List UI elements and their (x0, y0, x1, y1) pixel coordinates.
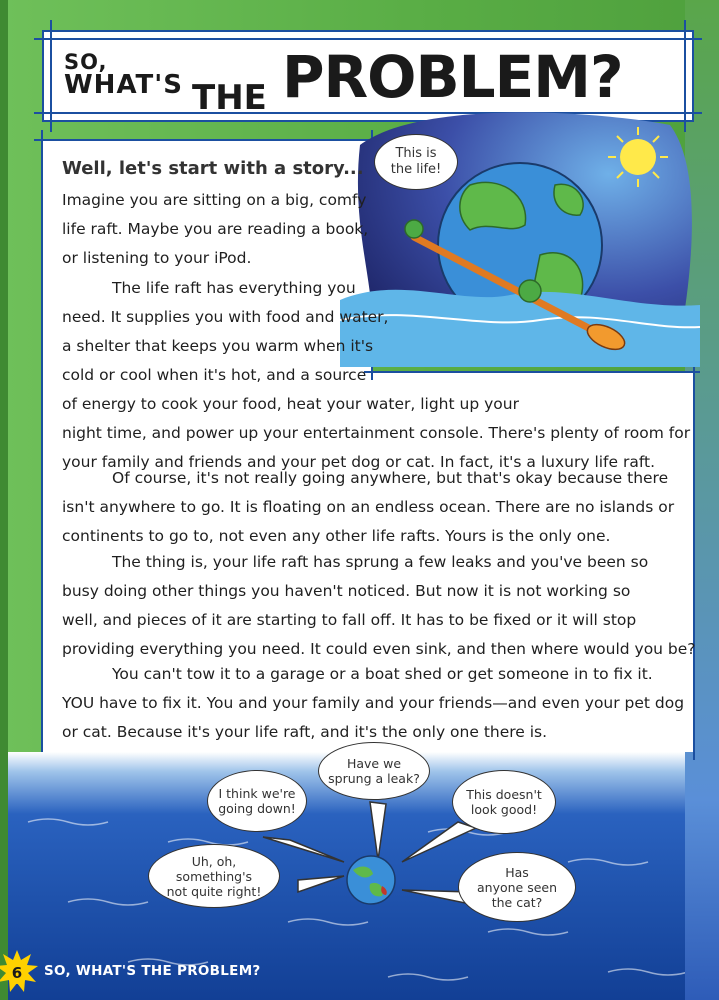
title-prefix-line1: SO, (64, 50, 108, 74)
speech-line: look good! (470, 802, 538, 817)
text-line: of energy to cook your food, heat your water, light up your (62, 395, 519, 413)
text-line: isn't anywhere to go. It is floating on an endless ocean. There are no islands or (62, 498, 675, 516)
text-line: your family and friends and your pet dog or cat. In fact, it's a luxury life raft. (62, 453, 656, 471)
paragraph-5 (62, 660, 684, 747)
paragraph-2 (62, 274, 690, 477)
speech-line: not quite right! (166, 883, 262, 899)
title-prefix-line2: WHAT'S (64, 70, 183, 100)
footer-section-title: SO, WHAT'S THE PROBLEM? (44, 963, 261, 979)
text-line: life raft. Maybe you are reading a book, (62, 220, 369, 238)
speech-line: sprung a leak? (328, 771, 420, 786)
text-line: The thing is, your life raft has sprung a few leaks and you've been so (112, 553, 649, 571)
speech-bubble (452, 770, 556, 834)
page-title: PROBLEM? (282, 43, 623, 111)
paragraph-4 (62, 548, 696, 664)
speech-line: Have we (346, 756, 402, 771)
text-line: or cat. Because it's your life raft, and it's the only one there is. (62, 723, 548, 741)
speech-line: anyone seen (476, 879, 558, 895)
speech-line: the cat? (491, 894, 543, 910)
story-lead-heading: Well, let's start with a story... (62, 158, 364, 179)
speech-bubble (458, 852, 576, 922)
speech-line: Uh, oh, (191, 853, 237, 869)
text-line: continents to go to, not even any other life rafts. Yours is the only one. (62, 527, 611, 545)
speech-bubble (207, 770, 307, 832)
speech-line: This doesn't (466, 787, 542, 802)
text-line: need. It supplies you with food and water, (62, 308, 389, 326)
text-line: busy doing other things you haven't noticed. But now it is not working so (62, 582, 631, 600)
page-number: 6 (6, 962, 28, 984)
speech-line: I think we're (218, 786, 296, 801)
text-line: You can't tow it to a garage or a boat shed or get someone in to fix it. (112, 665, 653, 683)
text-line: night time, and power up your entertainment console. There's plenty of room for (62, 424, 691, 442)
title-middle-word: THE (192, 78, 267, 118)
text-line: cold or cool when it's hot, and a source (62, 366, 367, 384)
text-line: Imagine you are sitting on a big, comfy (62, 191, 367, 209)
text-line: Of course, it's not really going anywhere, but that's okay because there (112, 469, 669, 487)
paragraph-3 (62, 464, 674, 551)
text-line: well, and pieces of it are starting to fall off. It has to be fixed or it will stop (62, 611, 637, 629)
speech-line: going down! (218, 801, 296, 816)
text-line: YOU have to fix it. You and your family and your friends—and even your pet dog (62, 694, 685, 712)
speech-bubble (148, 844, 280, 908)
thought-bubble-line: the life! (390, 162, 442, 177)
paragraph-1 (62, 186, 368, 273)
speech-bubble (318, 742, 430, 800)
text-line: The life raft has everything you (112, 279, 356, 297)
thought-bubble (374, 134, 458, 190)
speech-line: something's (175, 868, 253, 884)
thought-bubble-line: This is (395, 146, 437, 161)
text-line: a shelter that keeps you warm when it's (62, 337, 374, 355)
text-line: providing everything you need. It could even sink, and then where would you be? (62, 640, 696, 658)
text-line: or listening to your iPod. (62, 249, 252, 267)
speech-line: Has (505, 864, 529, 880)
